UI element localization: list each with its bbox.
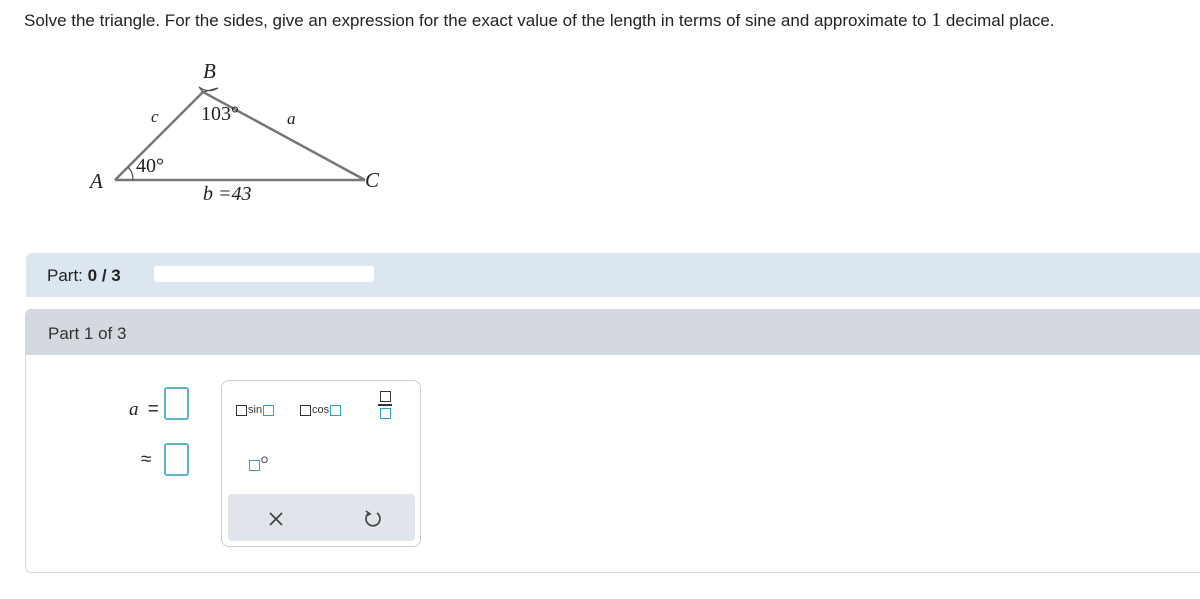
approx-sign: ≈ xyxy=(141,449,152,470)
vertex-c-label: C xyxy=(365,168,380,192)
placeholder-square-icon xyxy=(300,405,311,416)
placeholder-square-icon xyxy=(330,405,341,416)
angle-a-label: 40° xyxy=(136,155,164,177)
undo-button[interactable] xyxy=(361,507,385,531)
equals-sign: = xyxy=(147,399,159,420)
vertex-a-label: A xyxy=(90,169,103,193)
side-c-label: c xyxy=(151,107,159,126)
degree-symbol: O xyxy=(261,455,269,465)
side-a-label: a xyxy=(287,109,296,128)
exact-answer-input[interactable] xyxy=(164,387,189,420)
placeholder-square-icon xyxy=(236,405,247,416)
progress-label: Part: xyxy=(47,266,83,285)
progress-text xyxy=(47,266,121,286)
angle-b-label: 103° xyxy=(201,103,239,125)
placeholder-square-icon xyxy=(249,460,260,471)
part-panel xyxy=(25,309,1200,573)
sin-button[interactable] xyxy=(236,404,274,416)
progress-track xyxy=(154,266,374,282)
decimal-count: 1 xyxy=(931,9,942,31)
degree-button[interactable] xyxy=(249,455,268,471)
cos-button[interactable] xyxy=(300,404,341,416)
fraction-bar-icon xyxy=(378,404,392,406)
progress-bar xyxy=(26,253,1200,297)
x-icon xyxy=(264,507,288,531)
side-b-label: b =43 xyxy=(203,183,252,205)
progress-value: 0 / 3 xyxy=(87,266,121,285)
fraction-numerator-icon xyxy=(380,391,391,402)
undo-icon xyxy=(361,507,385,531)
keypad-footer xyxy=(228,494,415,541)
part-header xyxy=(26,310,1200,355)
math-keypad xyxy=(221,380,421,547)
fraction-denominator-icon xyxy=(380,408,391,419)
vertex-b-label: B xyxy=(203,59,216,83)
exact-answer-label xyxy=(129,399,159,421)
part-title: Part 1 of 3 xyxy=(48,324,127,343)
placeholder-square-icon xyxy=(263,405,274,416)
angle-b-arc xyxy=(199,87,218,92)
exact-answer-var: a xyxy=(129,399,139,420)
sin-label: sin xyxy=(248,404,263,416)
approx-answer-input[interactable] xyxy=(164,443,189,476)
instructions-text-end: decimal place. xyxy=(945,11,1055,30)
instructions-text: Solve the triangle. For the sides, give an expression for the exact value of the length in terms of sine and approximate to xyxy=(24,11,927,30)
cos-label: cos xyxy=(312,404,330,416)
angle-a-arc xyxy=(128,167,133,180)
clear-button[interactable] xyxy=(264,507,288,531)
approx-answer-label xyxy=(141,449,151,471)
fraction-button[interactable] xyxy=(378,391,392,419)
